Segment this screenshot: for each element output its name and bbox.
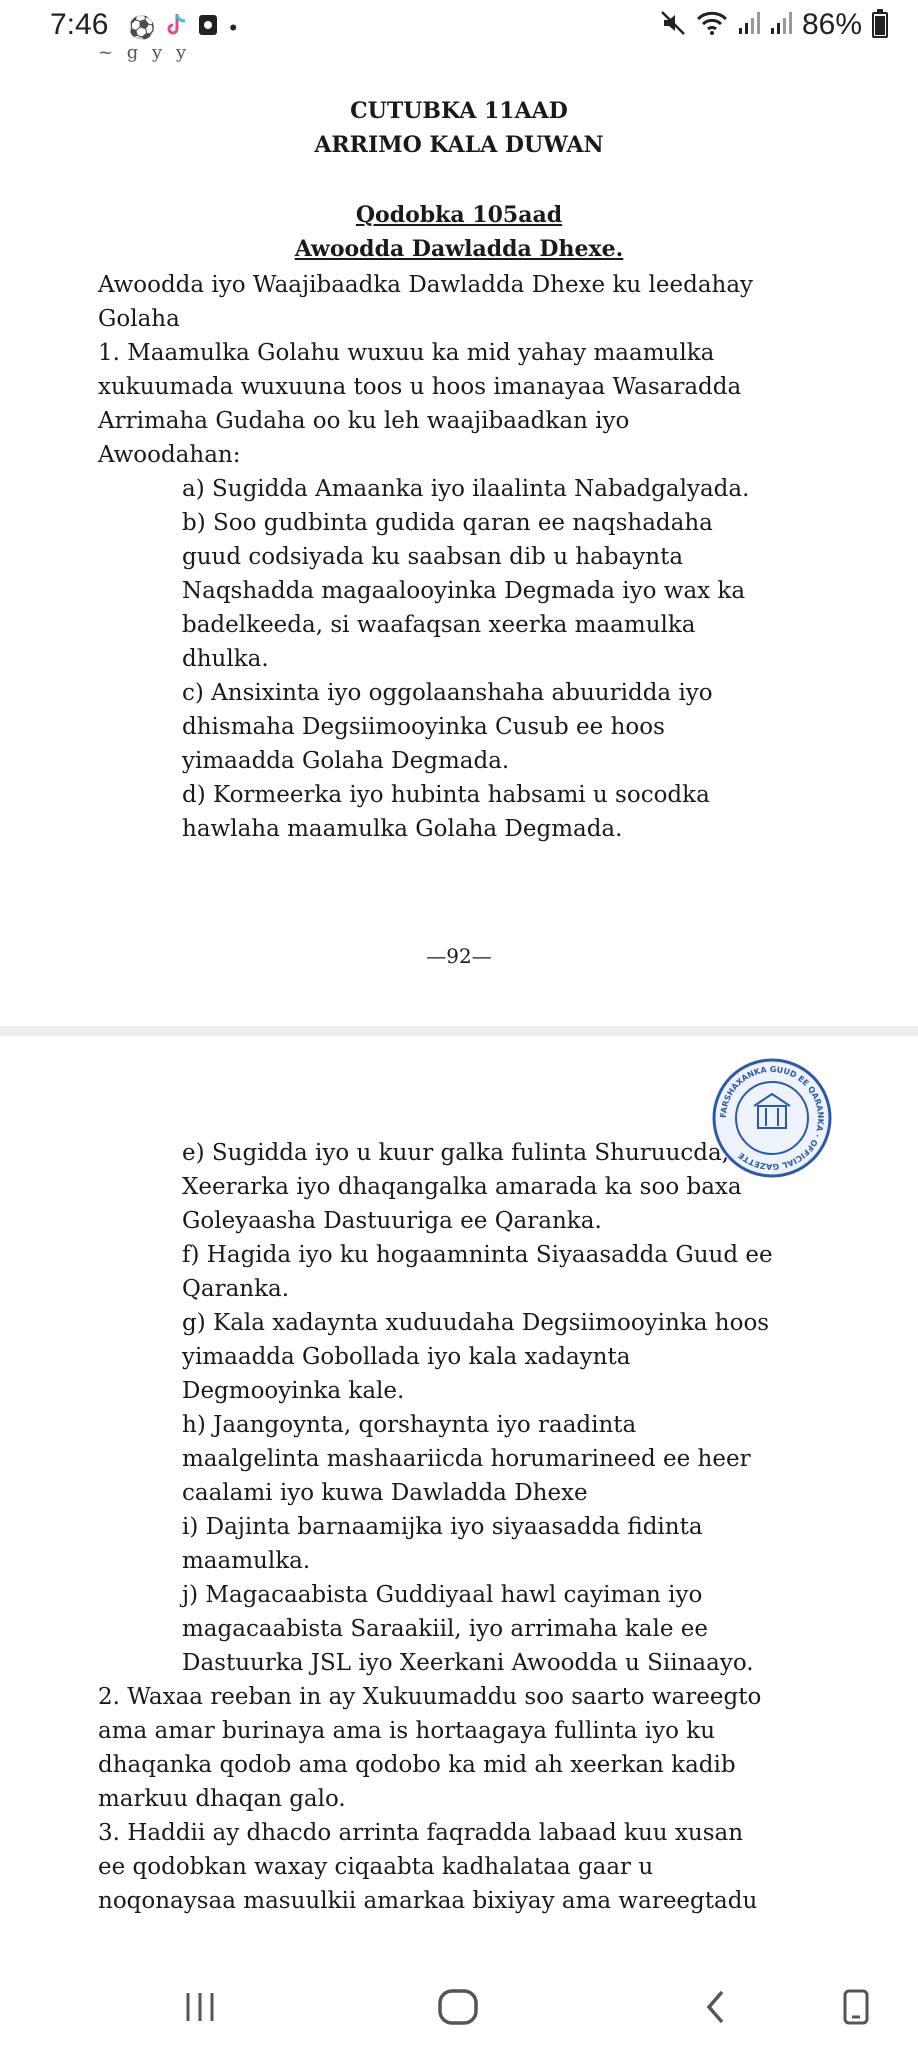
text-line: Awoodda iyo Waajibaadka Dawladda Dhexe ku leedahay — [98, 272, 754, 298]
text-line: Xeerarka iyo dhaqangalka amarada ka soo baxa — [182, 1174, 742, 1200]
battery-fill — [875, 16, 885, 35]
battery-icon — [872, 12, 888, 38]
text-line: Goleyaasha Dastuuriga ee Qaranka. — [182, 1208, 602, 1234]
status-time: 7:46 — [50, 8, 109, 41]
item-b — [182, 506, 818, 676]
text-line: yimaadda Gobollada iyo kala xadaynta — [182, 1344, 631, 1370]
text-line: Naqshadda magaalooyinka Degmada iyo wax ka — [182, 578, 746, 604]
text-line: d) Kormeerka iyo hubinta habsami u socodka — [182, 782, 710, 808]
signal-icon — [738, 10, 760, 41]
item-j — [182, 1578, 818, 1680]
paragraph-1 — [98, 336, 818, 472]
item-d — [182, 778, 818, 846]
paragraph-3 — [98, 1816, 818, 1918]
item-e — [182, 1136, 818, 1238]
text-line: yimaadda Golaha Degmada. — [182, 748, 510, 774]
text-line: Qaranka. — [182, 1276, 290, 1302]
text-line: j) Magacaabista Guddiyaal hawl cayiman iyo — [182, 1582, 703, 1608]
rotate-screen-icon[interactable] — [826, 1986, 886, 2028]
text-line: Arrimaha Gudaha oo ku leh waajibaadkan iyo — [98, 408, 630, 434]
battery-percent: 86% — [801, 8, 862, 41]
wifi-icon — [696, 10, 728, 41]
text-line: b) Soo gudbinta gudida qaran ee naqshadaha — [182, 510, 713, 536]
cut-off-text: ~ g y y — [98, 42, 191, 63]
text-line: guud codsiyada ku saabsan dib u habaynta — [182, 544, 684, 570]
text-line: ama amar burinaya ama is hortaagaya fullinta iyo ku — [98, 1718, 716, 1744]
text-line: Awoodahan: — [98, 442, 241, 468]
dot-icon: • — [229, 14, 238, 40]
signal-icon-2 — [770, 10, 792, 41]
text-line: Golaha — [98, 306, 180, 332]
chapter-title: CUTUBKA 11AAD — [350, 98, 568, 124]
text-line: noqonaysaa masuulkii amarkaa bixiyay ama wareegtadu — [98, 1888, 758, 1914]
text-line: c) Ansixinta iyo oggolaanshaha abuuridda iyo — [182, 680, 713, 706]
article-title-text: Qodobka 105aad — [355, 202, 563, 228]
page-divider — [0, 1026, 918, 1036]
soccer-ball-icon: ⚽ — [128, 14, 156, 40]
text-line: f) Hagida iyo ku hogaamninta Siyaasadda Guud ee — [182, 1242, 773, 1268]
text-line: ee qodobkan waxay ciqaabta kadhalataa gaar u — [98, 1854, 654, 1880]
recent-apps-icon[interactable] — [170, 1986, 230, 2028]
article-subtitle — [0, 236, 918, 262]
text-line: Degmooyinka kale. — [182, 1378, 405, 1404]
seal-text: FARSHAXANKA GUUD EE QARANKA · OFFICIAL GAZETTE — [718, 1064, 826, 1172]
text-line: i) Dajinta barnaamijka iyo siyaasadda fidinta — [182, 1514, 703, 1540]
text-line: a) Sugidda Amaanka iyo ilaalinta Nabadgalyada. — [182, 476, 750, 502]
navigation-bar — [0, 1966, 918, 2048]
page-number: —92— — [426, 944, 492, 968]
paragraph-2 — [98, 1680, 818, 1816]
home-icon[interactable] — [428, 1986, 488, 2028]
item-c — [182, 676, 818, 778]
back-icon[interactable] — [686, 1986, 746, 2028]
system-icons — [660, 8, 888, 42]
article-title — [0, 202, 918, 228]
notification-icons — [128, 12, 237, 43]
mute-icon — [660, 10, 686, 41]
item-g — [182, 1306, 818, 1408]
item-i — [182, 1510, 818, 1578]
text-line: g) Kala xadaynta xuduudaha Degsiimooyinka hoos — [182, 1310, 770, 1336]
text-line: h) Jaangoynta, qorshaynta iyo raadinta — [182, 1412, 637, 1438]
text-line: maalgelinta mashaariicda horumarineed ee heer — [182, 1446, 751, 1472]
item-h — [182, 1408, 818, 1510]
tiktok-icon — [165, 12, 187, 43]
article-subtitle-text: Awoodda Dawladda Dhexe. — [294, 236, 624, 262]
intro-paragraph — [98, 268, 818, 336]
text-line: caalami iyo kuwa Dawladda Dhexe — [182, 1480, 588, 1506]
chapter-subtitle: ARRIMO KALA DUWAN — [314, 132, 604, 158]
text-line: dhulka. — [182, 646, 269, 672]
document-page-92 — [0, 42, 918, 1026]
text-line: 3. Haddii ay dhacdo arrinta faqradda labaad kuu xusan — [98, 1820, 744, 1846]
text-line: dhismaha Degsiimooyinka Cusub ee hoos — [182, 714, 665, 740]
text-line: markuu dhaqan galo. — [98, 1786, 346, 1812]
document-page-93 — [0, 1036, 918, 1966]
text-line: xukuumada wuxuuna toos u hoos imanayaa Wasaradda — [98, 374, 742, 400]
text-line: 2. Waxaa reeban in ay Xukuumaddu soo saarto wareegto — [98, 1684, 762, 1710]
item-a — [182, 472, 818, 506]
text-line: hawlaha maamulka Golaha Degmada. — [182, 816, 623, 842]
text-line: e) Sugidda iyo u kuur galka fulinta Shuruucda, — [182, 1140, 730, 1166]
text-line: magacaabista Saraakiil, iyo arrimaha kale ee — [182, 1616, 709, 1642]
item-f — [182, 1238, 818, 1306]
text-line: Dastuurka JSL iyo Xeerkani Awoodda u Siinaayo. — [182, 1650, 754, 1676]
text-line: badelkeeda, si waafaqsan xeerka maamulka — [182, 612, 696, 638]
text-line: maamulka. — [182, 1548, 311, 1574]
text-line: 1. Maamulka Golahu wuxuu ka mid yahay maamulka — [98, 340, 715, 366]
text-line: dhaqanka qodob ama qodobo ka mid ah xeerkan kadib — [98, 1752, 736, 1778]
media-icon — [197, 13, 219, 42]
